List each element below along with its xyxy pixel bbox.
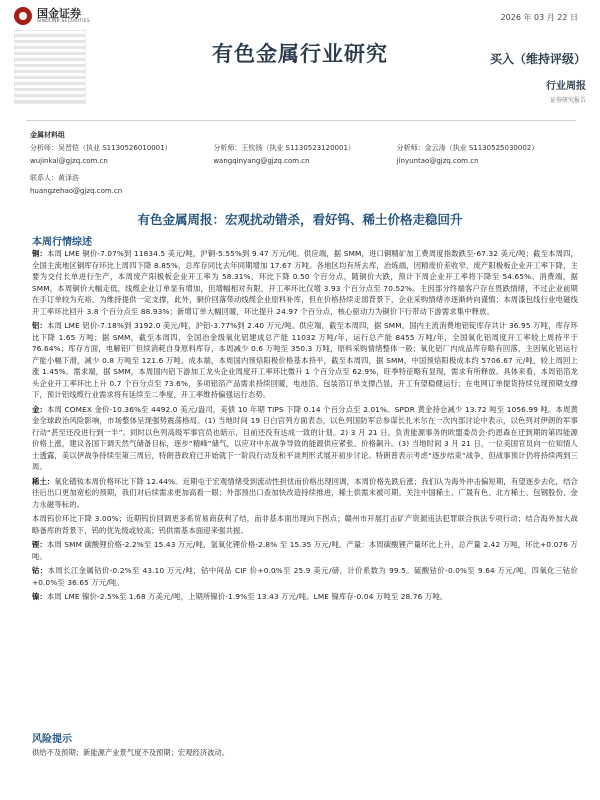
rare-earth-text: 氧化镨钕本周价格环比下降 12.44%。近期屯于宏观情绪受到流动性担忧而价格出现回调，本周价格先跌后涨；我们认为海外冲击偏短期，有望逐步去化，结合往后出口更加宽松的预期，我们对后续需求更加高看一眼；外部预出口查加快改造持续推进，稀土供需未被可期。关注中国稀土、广晟有色、北方稀土、包钢股份、金力永磁等标的。 bbox=[32, 476, 578, 509]
rating-box bbox=[490, 50, 586, 104]
analyst-2 bbox=[213, 143, 396, 165]
analyst-3-email[interactable]: jinyuntao@gjzq.com.cn bbox=[396, 157, 479, 165]
report-header bbox=[0, 0, 600, 122]
analyst-1-email[interactable]: wujinkai@gjzq.com.cn bbox=[30, 157, 108, 165]
lithium-label: 锂： bbox=[32, 540, 47, 549]
nickel-text: 本周 LME 镍价-2.5%至 1.68 万美元/吨，上期所镍价-1.9%至 13.43 万元/吨。LME 镍库存-0.04 万吨至 28.76 万吨。 bbox=[46, 592, 448, 601]
report-subtitle: 有色金属周报：宏观扰动错杀，看好钨、稀土价格走稳回升 bbox=[137, 212, 463, 227]
body-text bbox=[32, 248, 578, 606]
analyst-group: 金属材料组 bbox=[30, 131, 65, 139]
analyst-1 bbox=[30, 143, 213, 165]
report-title: 有色金属行业研究 bbox=[212, 42, 388, 66]
contact-email[interactable]: huangzehao@gjzq.com.cn bbox=[30, 187, 123, 195]
brand-name: 国金证券 bbox=[37, 7, 81, 20]
paragraph-cobalt bbox=[32, 565, 578, 588]
paragraph-tungsten bbox=[32, 513, 578, 536]
analyst-2-name: 分析师：王钦扬（执业 S1130523120001） bbox=[213, 144, 355, 152]
analyst-2-email[interactable]: wangqinyang@gjzq.com.cn bbox=[213, 157, 310, 165]
aluminum-text: 本周 LME 铝价-7.18%到 3192.0 美元/吨，沪铝-3.77%到 2.40 万元/吨。供应端，截至本周四，据 SMM，国内主流消费地铝锭库存共计 36.95 万吨，库存环比下降 1.65 万吨；据 SMM，截至本周四，全国冶金级氧化铝建成总产能 11032 万吨/年，运行总产能 8455 万吨/年，全国氧化铝周度开工率较上周持平于 76.64%；库存方面，电解铝厂但续消耗自身原料库存，本周减少 0.6 万吨至 350.3 万吨，原料采购情绪整体一般；氧化铝厂内成品库存略有回落，主因氧化铝运行产能小幅下滑，减少 0.8 万吨至 121.6 万吨。成本端，本周国内预焙阳极价格基本持平，截至本周四，据 SMM，中国预焙阳极成本约 5706.67 元/吨，较上周回上涨 1.45%。需求端，据 SMM，本周国内铝下游加工龙头企业周度开工率环比微升 1 个百分点至 62.9%，旺季特征略有显现，需求有所释放。具体来看，本周铝箔龙头企业开工率环比上升 0.7 个百分点至 73.6%，多项铝箔产品需求持续回暖，电池箔、包装箔订单支撑凸显，开工有望稳健运行；在电网订单提货持续兑现预期支撑下，预计铝线缆行业需求将有延续至二季度，开工率维持偏强运行态势。 bbox=[32, 321, 578, 399]
risk-text: 供给不及预期；新能源产业景气度不及预期；宏观经济波动。 bbox=[32, 748, 230, 757]
cobalt-label: 钴： bbox=[32, 566, 48, 575]
tungsten-text: 本周钨价环比下降 3.00%；近期钨价回调更多系贸易商获利了结，而非基本面出现向下拐点；赣州市开展打击矿产资源违法犯罪联合执法专项行动；结合海外加大战略备库的背景下，钨的优先级或较高；钨供需基本面迎来强共振。 bbox=[32, 514, 578, 535]
section-heading-market-review: 本周行情综述 bbox=[32, 237, 92, 248]
paragraph-lithium bbox=[32, 539, 578, 562]
brand-logo-icon bbox=[14, 7, 32, 25]
nickel-label: 镍： bbox=[32, 592, 47, 601]
paragraph-nickel bbox=[32, 591, 578, 603]
contact-block bbox=[30, 173, 580, 195]
rare-earth-label: 稀土： bbox=[32, 476, 55, 486]
brand-subname: SINOLINK SECURITIES bbox=[37, 19, 90, 24]
copper-text: 本周 LME 铜价-7.07%到 11834.5 美元/吨，沪铜-5.55%到 9.47 万元/吨。供应端，据 SMM，进口铜精矿加工费周度指数跌至-67.32 美元/吨；截至本周四，全国主流地区铜库存环比上周四下降 8.85%，总库存同比去年同期增加 17.67 万吨。各地区均有所去库，冶炼端，因精废价差收窄，废产阳极板企业开工率下降，主要为交付长单进行生产，本周废产阳极板企业开工率为 58.31%，环比下降 0.50 个百分点，随铜价大跌，预计下周企业开工率将下降至 54.65%。消费端，据 SMM，本周铜价大幅走低，线缆企业订单显有增加，但增幅相对有限，开工率环比仅增 3.93 个百分点至 70.52%。主因部分终端客户存在畏跌情绪，不过企业前期在手订单较为充裕，为维持提供一定支撑，此外，铜价回落带动线缆企业原料补库，但在价格持续走弱背景下，企业采购情绪亦逐渐转向谨慎；本周漆包线行业电磁线开工率环比回升 3.8 个百分点至 88.93%；新增订单大幅回暖，环比提升 24.97 个百分点，核心驱动力为铜价下行带动下游需求集中释放。 bbox=[32, 249, 578, 316]
aluminum-label: 铝： bbox=[32, 321, 47, 330]
paragraph-aluminum bbox=[32, 320, 578, 401]
analyst-1-name: 分析师：吴晋恺（执业 S1130526010001） bbox=[30, 144, 172, 152]
analyst-3-name: 分析师：金云涛（执业 S1130525030002） bbox=[396, 144, 539, 152]
paragraph-rare-earth bbox=[32, 476, 578, 511]
header-divider bbox=[26, 120, 576, 121]
report-type-sub: 证券研究报告 bbox=[549, 97, 586, 104]
brand-logo bbox=[14, 7, 90, 25]
report-date: 2026 年 03 月 22 日 bbox=[500, 13, 578, 22]
cobalt-text: 本周长江金属钴价-0.2%至 43.10 万元/吨，钴中间品 CIF 价+0.0%至 25.9 美元/磅，计价系数为 99.5。硫酸钴价-0.0%至 9.64 万元/吨，四氧化三钴价+0.0%至 36.65 万元/吨。 bbox=[32, 566, 578, 587]
gold-text: 本周 COMEX 金价-10.36%至 4492.0 美元/盎司，美债 10 年期 TIPS 下降 0.14 个百分点至 2.01%。SPDR 黄金持仓减少 13.72 吨至 1056.99 吨。本周黄金全球政治风险影响，市场整体呈现强势震荡格局。(1) 当地时间 19 日白宫列方面表态，以色列国防军总参谋长扎米尔在一次内部讨论中表示，以色列对伊朗的军事行动“甚至还没进行到一半”。同时以色列高级军事官员也暗示，目前还没有达成一致的计划。2) 3 月 21 日，负责能源事务的欧盟委员会·约恩森在迁到期的第四能源价格上涨，建议各国下调天然气储备目标，逐步“精峰”储气，以应对中东战争导致的能源供应紧张、价格飙升。(3) 当地时间 3 月 21 日，一位美国官员向一位知情人士透露，美以伊战争持续至第三周后，特朗普政府已开始就下一阶段行动及和平谈判形式展开初步讨论。特朗普表示考虑“逐步结束”战争，但战事预计仍将持续两到三周。 bbox=[32, 404, 578, 471]
paragraph-gold bbox=[32, 404, 578, 473]
rating-label: 买入（维持评级） bbox=[489, 52, 586, 66]
paragraph-copper bbox=[32, 248, 578, 317]
analyst-block bbox=[30, 130, 580, 195]
analyst-row bbox=[30, 143, 580, 165]
section-heading-risk: 风险提示 bbox=[32, 734, 72, 745]
copper-label: 铜： bbox=[32, 249, 47, 258]
gold-label: 金： bbox=[32, 404, 48, 414]
lithium-text: 本周 SMM 碳酸锂价格-2.2%至 15.43 万元/吨，氢氧化锂价格-2.8% 至 15.35 万元/吨。产量：本周碳酸锂产量环比上升，总产量 2.42 万吨，环比+0.076 万吨。 bbox=[32, 540, 578, 561]
contact-name: 联系人：黄泽浩 bbox=[30, 174, 79, 182]
analyst-3 bbox=[397, 143, 580, 165]
report-type: 行业周报 bbox=[546, 81, 586, 92]
